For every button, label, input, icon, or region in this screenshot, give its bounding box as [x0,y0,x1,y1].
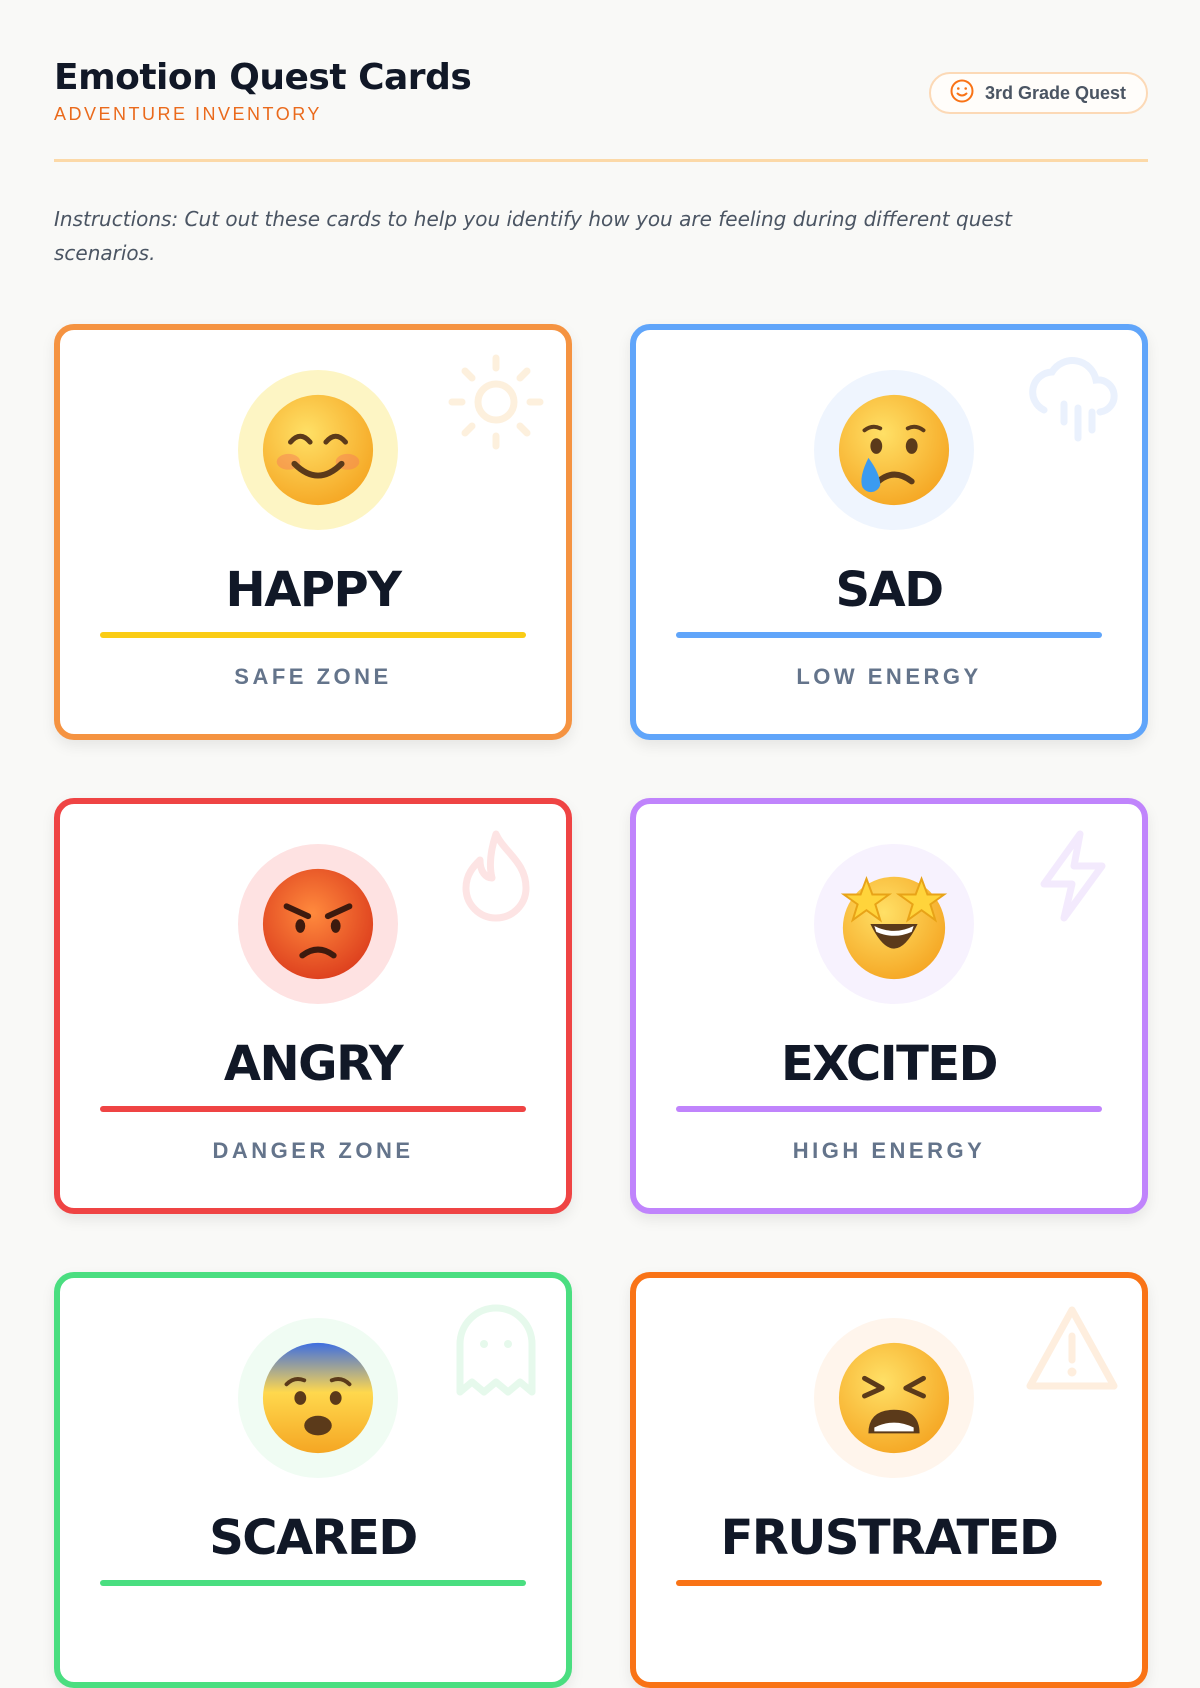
instructions-text: Instructions: Cut out these cards to help you identify how you are feeling during different quest scenarios. [54,207,1012,265]
lightning-icon [1022,826,1122,926]
emotion-card-scared[interactable] [54,1272,572,1688]
emoji-halo [238,370,398,530]
emotion-bar [676,1106,1102,1112]
rain-cloud-icon [1022,352,1122,452]
emotion-card-frustrated[interactable] [630,1272,1148,1688]
header-divider [54,159,1148,162]
emotion-bar [676,632,1102,638]
emotion-card-excited[interactable] [630,798,1148,1214]
emotion-label: SCARED [209,1510,417,1566]
flame-icon [446,826,546,926]
crying-face-emoji [835,391,953,509]
page-header [54,56,1148,125]
emotion-label: FRUSTRATED [720,1510,1058,1566]
smiling-face-emoji [259,391,377,509]
emoji-halo [238,844,398,1004]
emotion-card-sad[interactable] [630,324,1148,740]
smiley-icon [949,78,975,109]
zone-label: LOW ENERGY [796,664,982,689]
emotion-bar [100,1106,526,1112]
emotion-card-angry[interactable] [54,798,572,1214]
emotion-label: ANGRY [223,1036,403,1092]
emotion-label: HAPPY [225,562,401,618]
star-struck-emoji [835,865,953,983]
emotion-bar [676,1580,1102,1586]
emotion-label: EXCITED [780,1036,998,1092]
emotion-bar [100,632,526,638]
fearful-face-emoji [259,1339,377,1457]
emoji-halo [238,1318,398,1478]
warning-icon [1022,1300,1122,1400]
tired-face-emoji [835,1339,953,1457]
card-grid [54,324,1148,1688]
grade-badge [929,72,1148,114]
emoji-halo [814,1318,974,1478]
emoji-halo [814,370,974,530]
zone-label: DANGER ZONE [212,1138,414,1163]
page-subtitle: ADVENTURE INVENTORY [54,104,322,124]
angry-face-emoji [259,865,377,983]
emotion-bar [100,1580,526,1586]
ghost-icon [446,1300,546,1400]
emotion-card-happy[interactable] [54,324,572,740]
page-title: Emotion Quest Cards [54,57,472,98]
emoji-halo [814,844,974,1004]
zone-label: SAFE ZONE [234,664,392,689]
grade-badge-label: 3rd Grade Quest [984,82,1126,103]
sun-icon [446,352,546,452]
zone-label: HIGH ENERGY [792,1138,986,1163]
emotion-label: SAD [835,562,943,618]
